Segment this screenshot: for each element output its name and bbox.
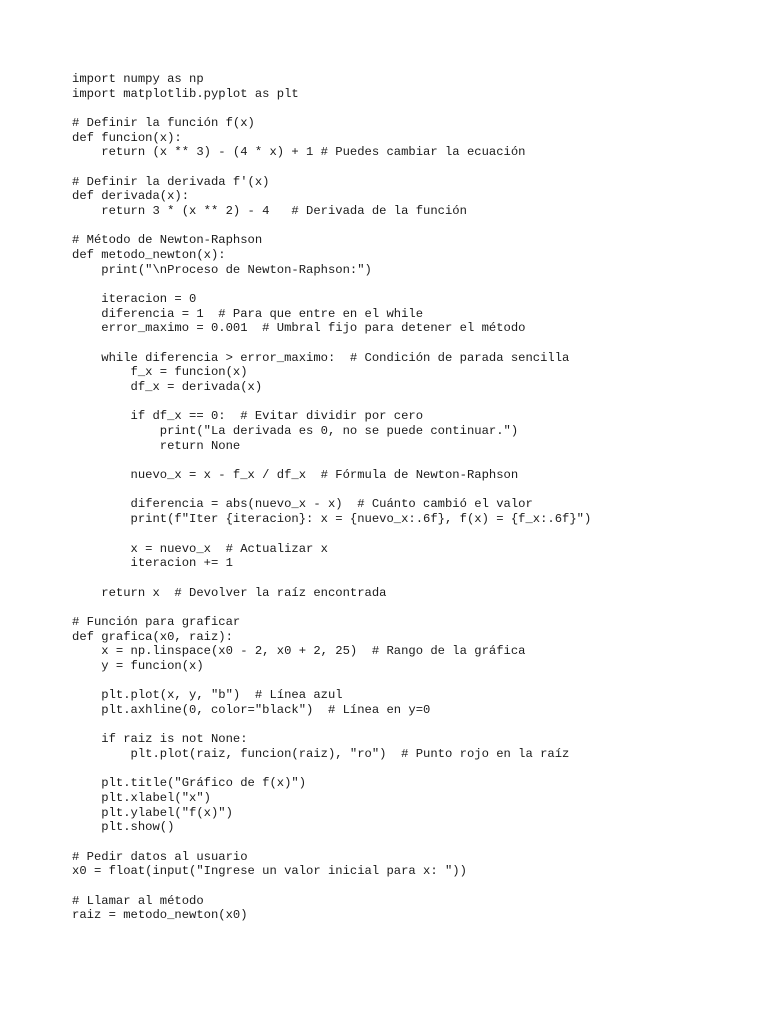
code-line: if df_x == 0: # Evitar dividir por cero	[72, 409, 424, 424]
code-line	[72, 483, 591, 498]
code-line: # Función para graficar	[72, 614, 241, 629]
code-line	[72, 718, 591, 733]
code-line	[72, 571, 591, 586]
code-line: plt.plot(x, y, "b") # Línea azul	[72, 688, 343, 703]
code-line: plt.title("Gráfico de f(x)")	[72, 776, 307, 791]
code-line: iteracion += 1	[72, 556, 233, 571]
code-line: return x # Devolver la raíz encontrada	[72, 585, 387, 600]
code-line: print(f"Iter {iteracion}: x = {nuevo_x:.6f}, f(x) = {f_x:.6f}")	[72, 512, 592, 527]
code-line: # Pedir datos al usuario	[72, 849, 248, 864]
code-line	[72, 879, 591, 894]
code-line: plt.plot(raiz, funcion(raiz), "ro") # Punto rojo en la raíz	[72, 746, 570, 761]
code-line	[72, 336, 591, 351]
code-line: plt.axhline(0, color="black") # Línea en y=0	[72, 702, 431, 717]
code-line	[72, 101, 591, 116]
code-line: f_x = funcion(x)	[72, 365, 248, 380]
code-line	[72, 600, 591, 615]
code-line	[72, 835, 591, 850]
code-line: x0 = float(input("Ingrese un valor inicial para x: "))	[72, 864, 467, 879]
code-line: plt.xlabel("x")	[72, 790, 211, 805]
code-line: x = nuevo_x # Actualizar x	[72, 541, 328, 556]
code-line	[72, 527, 591, 542]
code-line: def grafica(x0, raiz):	[72, 629, 233, 644]
code-line: return (x ** 3) - (4 * x) + 1 # Puedes cambiar la ecuación	[72, 145, 526, 160]
code-line	[72, 453, 591, 468]
code-listing	[72, 72, 591, 923]
code-line: diferencia = abs(nuevo_x - x) # Cuánto cambió el valor	[72, 497, 533, 512]
code-line: y = funcion(x)	[72, 658, 204, 673]
code-line: print("La derivada es 0, no se puede continuar.")	[72, 424, 519, 439]
code-line: plt.ylabel("f(x)")	[72, 805, 233, 820]
code-line: import numpy as np	[72, 72, 204, 86]
code-line: raiz = metodo_newton(x0)	[72, 908, 248, 923]
code-line	[72, 160, 591, 175]
code-line: df_x = derivada(x)	[72, 380, 263, 395]
code-line: # Definir la función f(x)	[72, 116, 255, 131]
code-line: nuevo_x = x - f_x / df_x # Fórmula de Newton-Raphson	[72, 468, 519, 483]
code-line: iteracion = 0	[72, 292, 197, 307]
code-line: error_maximo = 0.001 # Umbral fijo para detener el método	[72, 321, 526, 336]
code-line: while diferencia > error_maximo: # Condición de parada sencilla	[72, 350, 570, 365]
code-line: x = np.linspace(x0 - 2, x0 + 2, 25) # Rango de la gráfica	[72, 644, 526, 659]
code-line: print("\nProceso de Newton-Raphson:")	[72, 262, 372, 277]
code-line: return 3 * (x ** 2) - 4 # Derivada de la función	[72, 204, 467, 219]
code-line: if raiz is not None:	[72, 732, 248, 747]
code-line: def derivada(x):	[72, 189, 190, 204]
code-line	[72, 762, 591, 777]
code-line: return None	[72, 438, 241, 453]
code-line	[72, 674, 591, 689]
code-line: # Método de Newton-Raphson	[72, 233, 263, 248]
code-line: plt.show()	[72, 820, 175, 835]
code-line	[72, 219, 591, 234]
code-line: # Llamar al método	[72, 893, 204, 908]
code-line: def metodo_newton(x):	[72, 248, 226, 263]
code-line: def funcion(x):	[72, 130, 182, 145]
code-line	[72, 277, 591, 292]
code-line: import matplotlib.pyplot as plt	[72, 86, 299, 101]
code-line: # Definir la derivada f'(x)	[72, 174, 270, 189]
code-line	[72, 395, 591, 410]
code-line: diferencia = 1 # Para que entre en el while	[72, 306, 424, 321]
